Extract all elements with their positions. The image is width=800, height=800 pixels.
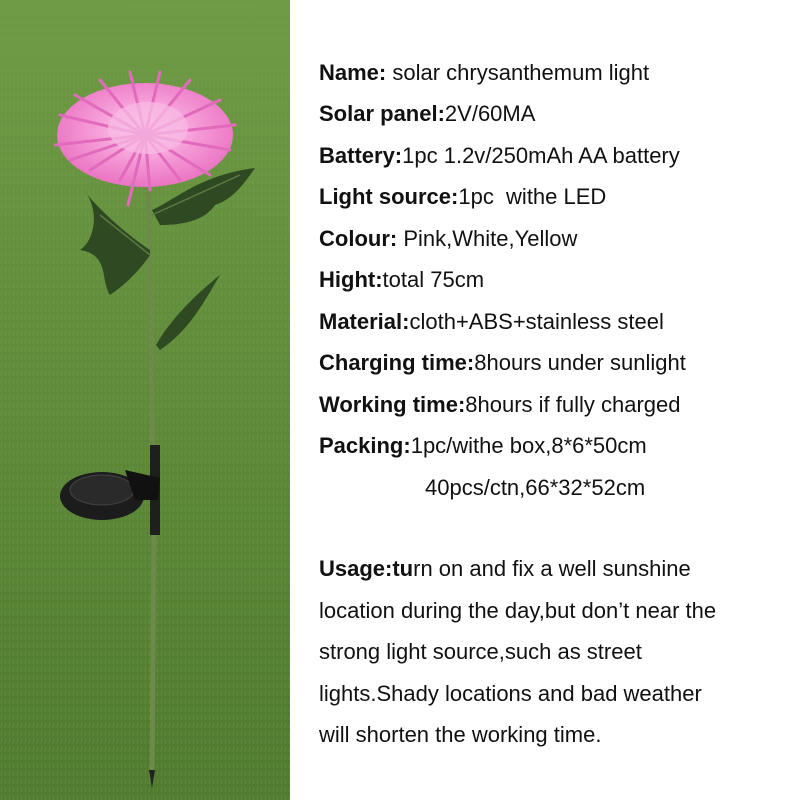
spec-key: Packing:: [319, 433, 411, 459]
spec-value: Pink,White,Yellow: [397, 225, 578, 251]
spec-key: Charging time:: [319, 350, 475, 376]
spec-value: 2V/60MA: [444, 101, 536, 127]
spec-value: solar chrysanthemum light: [386, 59, 650, 85]
usage-text: rn on and fix a well sunshine: [413, 556, 691, 581]
spec-row-battery: [319, 135, 789, 177]
usage-line-1: [319, 548, 789, 590]
spec-key: Hight:: [319, 267, 383, 293]
spec-row-light-source: [319, 177, 789, 219]
usage-line-4: lights.Shady locations and bad weather: [319, 680, 702, 706]
product-photo: [0, 0, 290, 800]
spec-value: 1pc/withe box,8*6*50cm: [410, 433, 647, 459]
spec-value: 1pc 1.2v/250mAh AA battery: [402, 142, 680, 168]
usage-line-5: will shorten the working time.: [319, 722, 602, 748]
spec-row-packing: [319, 426, 789, 468]
spec-key: Working time:: [319, 391, 466, 417]
spec-row-packing-carton: [319, 467, 789, 509]
spec-row-colour: [319, 218, 789, 260]
spec-row-name: [319, 52, 789, 94]
spec-value: 40pcs/ctn,66*32*52cm: [425, 474, 646, 500]
spec-key: Colour:: [319, 225, 398, 251]
usage-line-2: location during the day,but don’t near the: [319, 597, 717, 623]
usage-key: Usage:tu: [319, 556, 414, 581]
spec-value: cloth+ABS+stainless steel: [409, 308, 664, 334]
usage-paragraph: [319, 548, 789, 756]
spec-key: Name:: [319, 59, 387, 85]
spec-row-charging-time: [319, 343, 789, 385]
spec-row-height: [319, 260, 789, 302]
spec-row-material: [319, 301, 789, 343]
spec-key: Material:: [319, 308, 410, 334]
spec-row-solar-panel: [319, 94, 789, 136]
spec-list: [319, 52, 789, 509]
spec-key: Solar panel:: [319, 101, 445, 127]
spec-row-working-time: [319, 384, 789, 426]
spec-key: Battery:: [319, 142, 403, 168]
spec-value: 8hours if fully charged: [465, 391, 681, 417]
usage-line-3: strong light source,such as street: [319, 639, 642, 665]
spec-value: total 75cm: [382, 267, 485, 293]
spec-value: 1pc withe LED: [458, 184, 607, 210]
spec-value: 8hours under sunlight: [474, 350, 686, 376]
lawn-scene: [0, 0, 290, 800]
spec-key: Light source:: [319, 184, 459, 210]
